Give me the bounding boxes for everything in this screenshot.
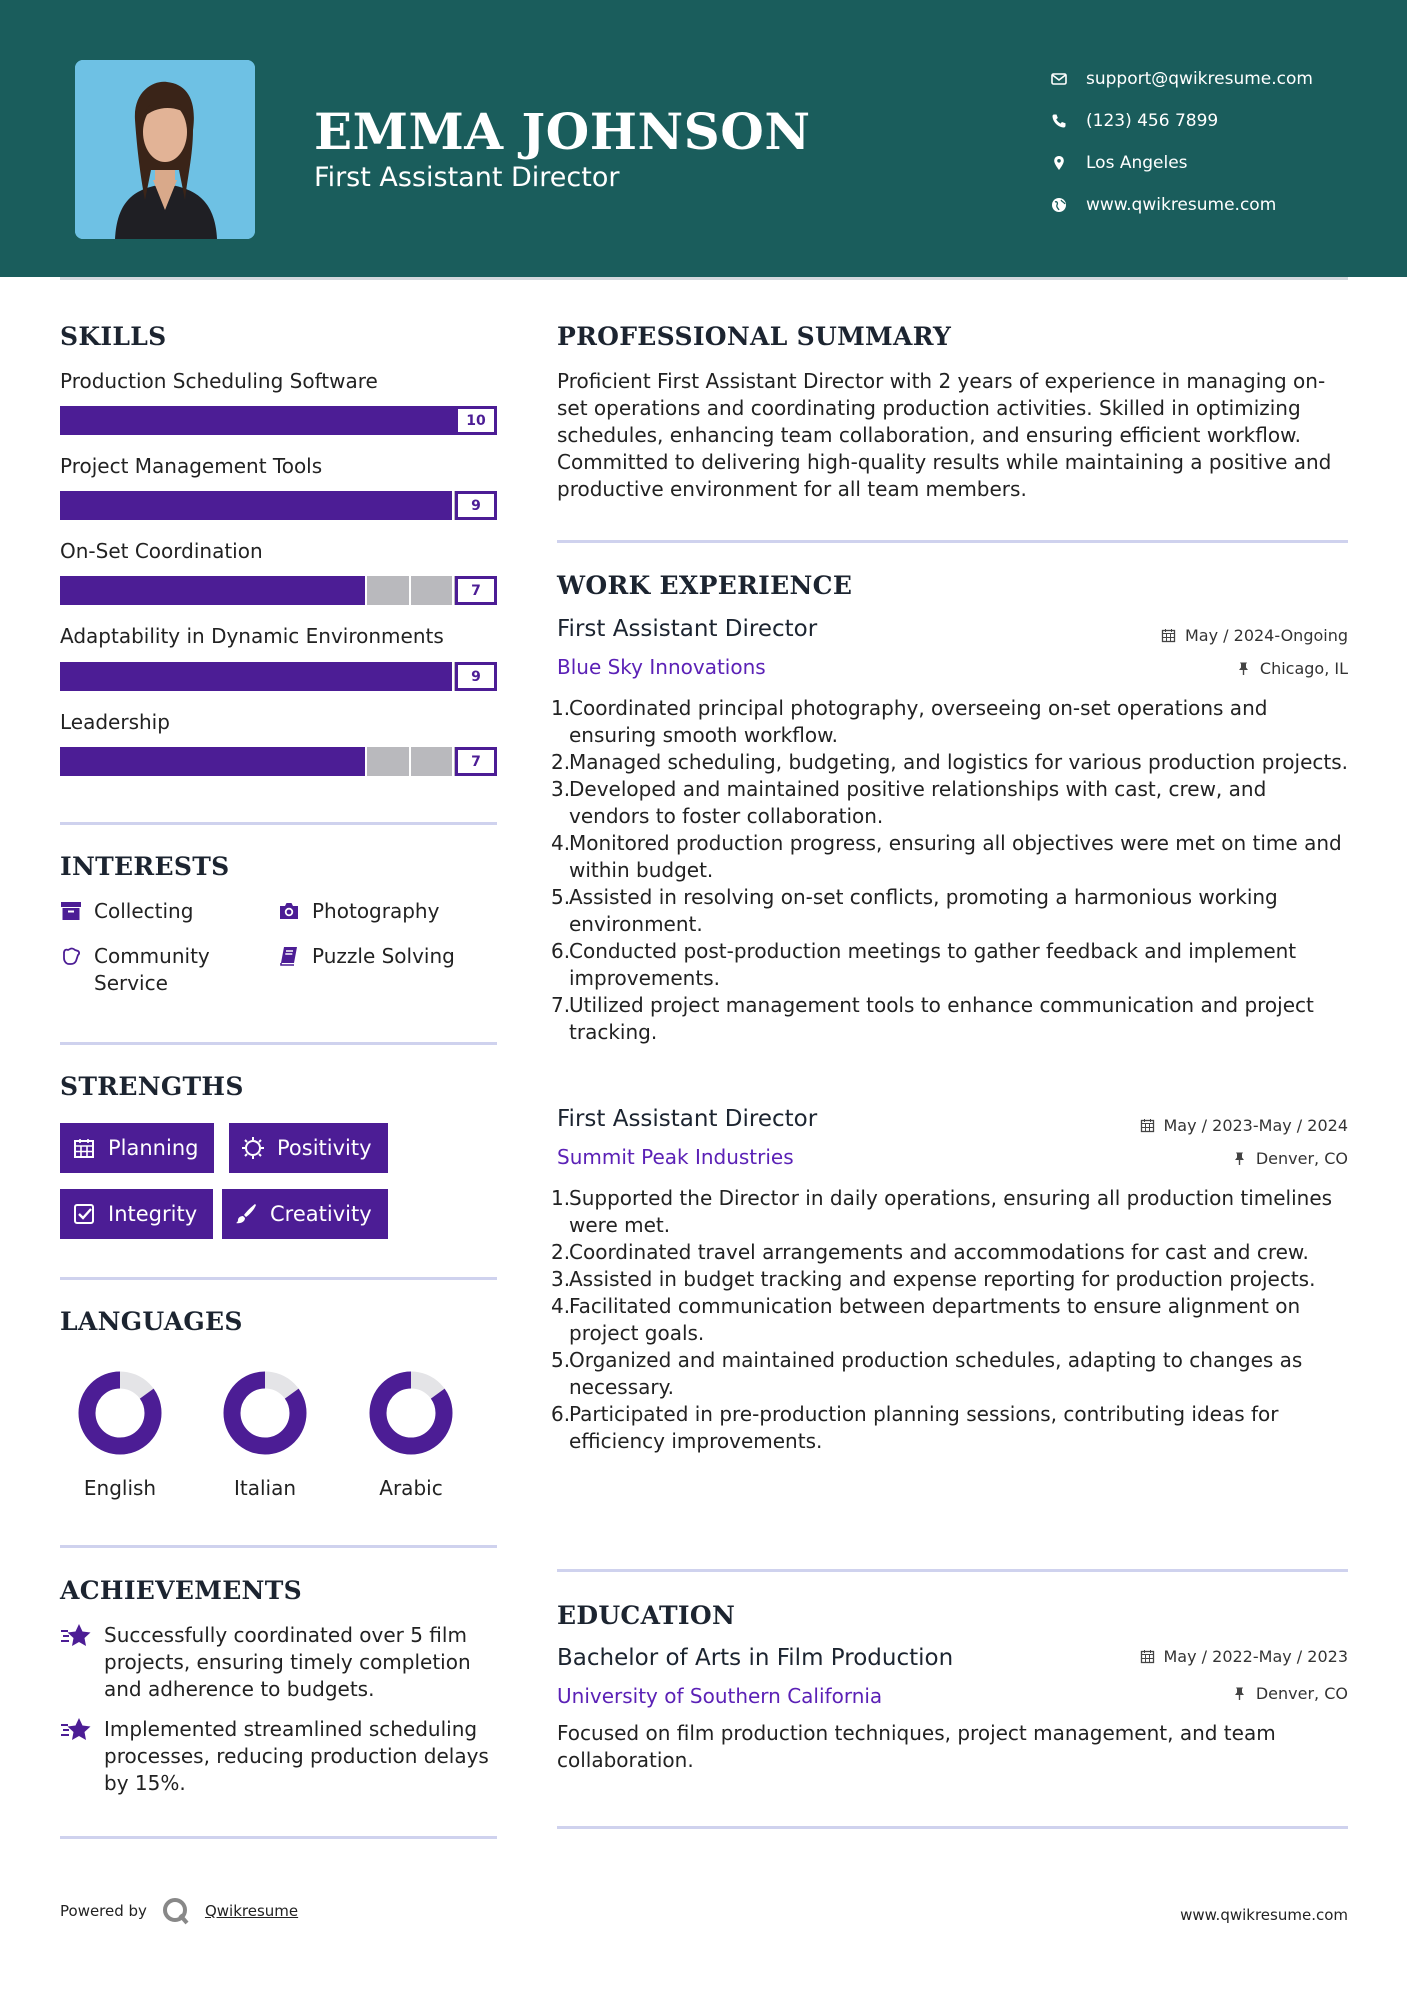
book-icon	[278, 945, 300, 967]
education-description: Focused on film production techniques, project management, and team collaboration.	[557, 1721, 1276, 1772]
calendar-icon	[1161, 628, 1176, 643]
calendar-icon	[72, 1136, 96, 1160]
skill-bar-fill	[60, 747, 366, 776]
skill-bar-divider	[278, 406, 280, 435]
list-item: 4. Monitored production progress, ensuring all objectives were met on time and within budget.	[557, 830, 1352, 884]
calendar-icon	[1140, 1118, 1155, 1133]
section-divider	[60, 1042, 497, 1045]
interest-label: Puzzle Solving	[312, 944, 455, 968]
list-item: 1. Coordinated principal photography, overseeing on-set operations and ensuring smooth workflow.	[557, 695, 1352, 749]
list-item: 2. Coordinated travel arrangements and accommodations for cast and crew.	[551, 1240, 1309, 1264]
job-title: First Assistant Director	[557, 616, 818, 642]
language-label: Italian	[233, 1476, 297, 1500]
achievement-text: Successfully coordinated over 5 film projects, ensuring timely completion and adherence to budgets.	[104, 1623, 471, 1701]
skill-bar-divider	[234, 576, 236, 605]
skill-bar-divider	[146, 662, 148, 691]
skill-bar-divider	[365, 747, 367, 776]
skill-bar-divider	[103, 491, 105, 520]
skill-bar-divider	[321, 747, 323, 776]
bullet-text: Organized and maintained production schedules, adapting to changes as necessary.	[569, 1348, 1303, 1399]
skill-bar-divider	[103, 406, 105, 435]
email-text[interactable]: support@qwikresume.com	[1086, 69, 1313, 89]
job-dates	[1161, 626, 1348, 645]
bullet-text: Monitored production progress, ensuring all objectives were met on time and within budget.	[569, 831, 1342, 882]
qwikresume-link[interactable]: Qwikresume	[204, 1902, 299, 1920]
calendar-icon	[1140, 1649, 1155, 1664]
list-item: 5. Organized and maintained production schedules, adapting to changes as necessary.	[557, 1347, 1352, 1401]
education-dates-text: May / 2022-May / 2023	[1163, 1647, 1348, 1666]
skill-bar-divider	[321, 491, 323, 520]
skill-bar-divider	[365, 576, 367, 605]
language-item	[205, 1368, 325, 1500]
skill-bar	[60, 747, 497, 776]
achievement-item	[60, 1716, 500, 1797]
list-item: 6. Participated in pre-production planning sessions, contributing ideas for efficiency improvements.	[557, 1401, 1352, 1455]
company-name: Blue Sky Innovations	[557, 655, 766, 679]
language-item	[351, 1368, 471, 1500]
skill-bar-divider	[365, 406, 367, 435]
skill-bar-divider	[190, 491, 192, 520]
skill-bar	[60, 491, 497, 520]
skill-bar-divider	[365, 662, 367, 691]
language-label: English	[83, 1476, 157, 1500]
experience-heading: WORK EXPERIENCE	[557, 571, 853, 600]
section-divider	[557, 1569, 1348, 1572]
skill-bar-divider	[278, 747, 280, 776]
skill-bar-divider	[146, 747, 148, 776]
skill-bar-divider	[234, 491, 236, 520]
bullet-text: Assisted in resolving on-set conflicts, promoting a harmonious working environment.	[569, 885, 1278, 936]
language-item	[60, 1368, 180, 1500]
skill-bar-divider	[103, 576, 105, 605]
skill-bar-divider	[452, 662, 454, 691]
skill-bar-divider	[103, 747, 105, 776]
contact-website[interactable]	[1050, 184, 1313, 226]
skill-score: 10	[455, 406, 497, 435]
skill-bar-divider	[190, 576, 192, 605]
skill-bar-divider	[278, 662, 280, 691]
envelope-icon	[1050, 70, 1068, 88]
skill-bar-fill	[60, 491, 453, 520]
contact-email[interactable]	[1050, 58, 1313, 100]
section-divider	[557, 1826, 1348, 1829]
language-donut	[220, 1368, 310, 1458]
sun-icon	[241, 1136, 265, 1160]
hand-icon	[60, 945, 82, 967]
skill-bar-fill	[60, 662, 453, 691]
interest-item	[60, 943, 240, 997]
interest-label: Photography	[312, 899, 440, 923]
skill-score: 7	[455, 576, 497, 605]
list-item: 7. Utilized project management tools to enhance communication and project tracking.	[557, 992, 1352, 1046]
location-text: Los Angeles	[1086, 153, 1188, 173]
job-title: First Assistant Director	[557, 1106, 818, 1132]
skill-bar-divider	[409, 662, 411, 691]
strength-badge	[60, 1189, 213, 1239]
interest-label: Collecting	[94, 899, 194, 923]
degree-title: Bachelor of Arts in Film Production	[557, 1645, 954, 1671]
skill-bar-divider	[146, 576, 148, 605]
language-donut	[75, 1368, 165, 1458]
education-heading: EDUCATION	[557, 1601, 736, 1630]
language-donut	[366, 1368, 456, 1458]
powered-by-text: Powered by	[60, 1902, 147, 1920]
skill-label: On-Set Coordination	[60, 539, 263, 563]
skill-bar-divider	[409, 747, 411, 776]
skill-bar-divider	[452, 406, 454, 435]
star-icon	[60, 1622, 92, 1650]
achievement-text: Implemented streamlined scheduling processes, reducing production delays by 15%.	[104, 1717, 489, 1795]
job-location	[1232, 1149, 1348, 1168]
section-divider	[60, 822, 497, 825]
strength-badge	[229, 1123, 388, 1173]
skill-bar-divider	[452, 491, 454, 520]
languages-heading: LANGUAGES	[60, 1307, 243, 1336]
bullet-text: Facilitated communication between departments to ensure alignment on project goals.	[569, 1294, 1301, 1345]
star-icon	[60, 1716, 92, 1744]
skill-bar-divider	[190, 406, 192, 435]
bullet-text: Conducted post-production meetings to gather feedback and implement improvements.	[569, 939, 1297, 990]
phone-text[interactable]: (123) 456 7899	[1086, 111, 1219, 131]
skill-bar-divider	[146, 406, 148, 435]
pushpin-icon	[1232, 1686, 1247, 1701]
skill-score: 9	[455, 491, 497, 520]
summary-text: Proficient First Assistant Director with 2 years of experience in managing on-set operations and coordinating production activities. Skilled in optimizing schedules, enhancing team collaboration, and ensuring efficient workflow. Committed to delivering high-quality results while maintaining a positive and productive environment for all team members.	[557, 369, 1332, 501]
globe-icon	[1050, 196, 1068, 214]
strength-label: Creativity	[270, 1202, 372, 1226]
header-divider	[60, 277, 1348, 280]
archive-icon	[60, 900, 82, 922]
skill-bar-divider	[146, 491, 148, 520]
skill-bar	[60, 662, 497, 691]
skill-bar-divider	[103, 662, 105, 691]
pushpin-icon	[1236, 661, 1251, 676]
bullet-text: Participated in pre-production planning sessions, contributing ideas for efficiency improvements.	[569, 1402, 1279, 1453]
skill-bar-divider	[452, 576, 454, 605]
profile-photo	[75, 60, 255, 239]
section-divider	[60, 1545, 497, 1548]
list-item: 6. Conducted post-production meetings to gather feedback and implement improvements.	[557, 938, 1352, 992]
language-label: Arabic	[379, 1476, 443, 1500]
camera-icon	[278, 900, 300, 922]
summary-heading: PROFESSIONAL SUMMARY	[557, 322, 952, 351]
interest-label: Community Service	[94, 944, 210, 995]
school-name: University of Southern California	[557, 1684, 883, 1708]
interest-item	[60, 898, 193, 925]
job-dates-text: May / 2024-Ongoing	[1185, 626, 1348, 645]
skill-bar-divider	[409, 491, 411, 520]
person-portrait-icon	[75, 60, 255, 239]
bullet-text: Assisted in budget tracking and expense reporting for production projects.	[569, 1267, 1316, 1291]
section-divider	[557, 540, 1348, 543]
skill-bar	[60, 406, 497, 435]
skill-label: Adaptability in Dynamic Environments	[60, 624, 444, 648]
skill-bar-divider	[278, 491, 280, 520]
skill-bar-divider	[234, 747, 236, 776]
interest-item	[278, 943, 455, 970]
website-text[interactable]: www.qwikresume.com	[1086, 195, 1277, 215]
job-location-text: Denver, CO	[1255, 1149, 1348, 1168]
education-location-text: Denver, CO	[1255, 1684, 1348, 1703]
check-square-icon	[72, 1202, 96, 1226]
skill-score: 7	[455, 747, 497, 776]
job-bullets	[551, 1185, 1352, 1455]
job-bullets	[551, 695, 1352, 1046]
phone-icon	[1050, 112, 1068, 130]
skill-bar-divider	[365, 491, 367, 520]
skill-bar-divider	[278, 576, 280, 605]
skill-bar-divider	[409, 576, 411, 605]
skill-bar-divider	[234, 406, 236, 435]
strength-badge	[222, 1189, 388, 1239]
education-location	[1232, 1684, 1348, 1703]
section-divider	[60, 1836, 497, 1839]
contact-phone[interactable]	[1050, 100, 1313, 142]
candidate-title: First Assistant Director	[314, 162, 620, 193]
skill-bar-fill	[60, 576, 366, 605]
bullet-text: Coordinated travel arrangements and accommodations for cast and crew.	[569, 1240, 1309, 1264]
skill-label: Leadership	[60, 710, 170, 734]
skill-bar-divider	[452, 747, 454, 776]
list-item: 4. Facilitated communication between departments to ensure alignment on project goals.	[557, 1293, 1352, 1347]
list-item: 2. Managed scheduling, budgeting, and logistics for various production projects.	[551, 750, 1348, 774]
qwikresume-logo-icon	[161, 1896, 191, 1926]
skill-bar-divider	[190, 747, 192, 776]
resume-header	[0, 0, 1407, 277]
interests-heading: INTERESTS	[60, 852, 230, 881]
skill-bar	[60, 576, 497, 605]
skill-bar-divider	[321, 662, 323, 691]
pushpin-icon	[1232, 1151, 1247, 1166]
bullet-text: Coordinated principal photography, overseeing on-set operations and ensuring smooth workflow.	[569, 696, 1268, 747]
skill-bar-divider	[234, 662, 236, 691]
bullet-text: Managed scheduling, budgeting, and logistics for various production projects.	[569, 750, 1348, 774]
list-item: 5. Assisted in resolving on-set conflicts, promoting a harmonious working environment.	[557, 884, 1352, 938]
skill-bar-divider	[321, 576, 323, 605]
map-pin-icon	[1050, 154, 1068, 172]
skill-bar-divider	[190, 662, 192, 691]
interest-item	[278, 898, 439, 925]
list-item: 3. Assisted in budget tracking and expense reporting for production projects.	[551, 1267, 1316, 1291]
list-item: 1. Supported the Director in daily operations, ensuring all production timelines were met.	[557, 1185, 1352, 1239]
achievements-heading: ACHIEVEMENTS	[60, 1576, 302, 1605]
contact-info	[1050, 58, 1313, 226]
skills-heading: SKILLS	[60, 322, 167, 351]
section-divider	[60, 1277, 497, 1280]
skill-bar-divider	[409, 406, 411, 435]
list-item: 3. Developed and maintained positive relationships with cast, crew, and vendors to foster collaboration.	[557, 776, 1352, 830]
bullet-text: Utilized project management tools to enhance communication and project tracking.	[569, 993, 1314, 1044]
achievement-item	[60, 1622, 500, 1703]
job-dates-text: May / 2023-May / 2024	[1163, 1116, 1348, 1135]
job-location	[1236, 659, 1348, 678]
strength-label: Planning	[108, 1136, 199, 1160]
strength-label: Positivity	[277, 1136, 372, 1160]
job-location-text: Chicago, IL	[1259, 659, 1348, 678]
strength-badge	[60, 1123, 214, 1173]
paintbrush-icon	[234, 1202, 258, 1226]
job-dates	[1140, 1116, 1349, 1135]
contact-location	[1050, 142, 1313, 184]
skill-score: 9	[455, 662, 497, 691]
company-name: Summit Peak Industries	[557, 1145, 794, 1169]
strengths-heading: STRENGTHS	[60, 1072, 244, 1101]
skill-label: Production Scheduling Software	[60, 369, 378, 393]
bullet-text: Developed and maintained positive relationships with cast, crew, and vendors to foster collaboration.	[569, 777, 1267, 828]
skill-label: Project Management Tools	[60, 454, 323, 478]
skill-bar-divider	[321, 406, 323, 435]
education-dates	[1140, 1647, 1349, 1666]
footer-website[interactable]: www.qwikresume.com	[1180, 1906, 1348, 1924]
strength-label: Integrity	[108, 1202, 198, 1226]
candidate-name: EMMA JOHNSON	[314, 102, 811, 161]
footer-powered-by	[60, 1896, 298, 1926]
bullet-text: Supported the Director in daily operations, ensuring all production timelines were met.	[569, 1186, 1333, 1237]
